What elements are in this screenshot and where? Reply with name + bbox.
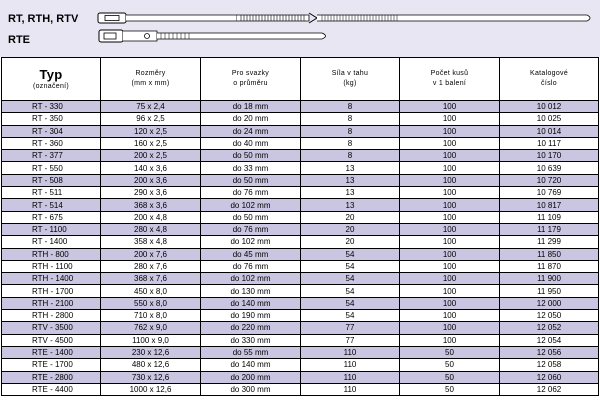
cell-pack-quantity: 100 bbox=[400, 285, 500, 297]
cell-pack-quantity: 100 bbox=[400, 150, 500, 162]
cell-catalog-number: 12 058 bbox=[500, 359, 599, 371]
cell-pack-quantity: 100 bbox=[400, 310, 500, 322]
cell-dimensions: 200 x 2,5 bbox=[101, 150, 201, 162]
cell-type: RTV - 4500 bbox=[2, 334, 101, 346]
cell-dimensions: 140 x 3,6 bbox=[101, 162, 201, 174]
cell-catalog-number: 12 056 bbox=[500, 346, 599, 358]
cell-dimensions: 368 x 3,6 bbox=[101, 199, 201, 211]
cell-pack-quantity: 50 bbox=[400, 346, 500, 358]
cell-bundle-diameter: do 102 mm bbox=[201, 236, 301, 248]
cell-type: RT - 1400 bbox=[2, 236, 101, 248]
cell-tensile-strength: 13 bbox=[301, 162, 400, 174]
header-band bbox=[0, 0, 600, 57]
cell-type: RT - 350 bbox=[2, 113, 101, 125]
cell-pack-quantity: 100 bbox=[400, 199, 500, 211]
cell-catalog-number: 11 179 bbox=[500, 223, 599, 235]
cell-tensile-strength: 54 bbox=[301, 260, 400, 272]
cell-dimensions: 762 x 9,0 bbox=[101, 322, 201, 334]
cell-pack-quantity: 100 bbox=[400, 248, 500, 260]
cell-catalog-number: 10 014 bbox=[500, 125, 599, 137]
cell-bundle-diameter: do 300 mm bbox=[201, 383, 301, 395]
cell-bundle-diameter: do 40 mm bbox=[201, 137, 301, 149]
col-header-title: Počet kusů bbox=[430, 70, 469, 77]
cell-pack-quantity: 50 bbox=[400, 359, 500, 371]
product-line-label: RT, RTH, RTV bbox=[8, 13, 79, 25]
cell-tensile-strength: 13 bbox=[301, 187, 400, 199]
table-row bbox=[2, 236, 599, 248]
col-header-type bbox=[2, 58, 101, 101]
cell-type: RT - 304 bbox=[2, 125, 101, 137]
cell-tensile-strength: 54 bbox=[301, 273, 400, 285]
cell-dimensions: 710 x 8,0 bbox=[101, 310, 201, 322]
cell-bundle-diameter: do 50 mm bbox=[201, 174, 301, 186]
cell-catalog-number: 12 050 bbox=[500, 310, 599, 322]
cell-dimensions: 200 x 3,6 bbox=[101, 174, 201, 186]
cell-type: RTE - 4400 bbox=[2, 383, 101, 395]
table-row bbox=[2, 273, 599, 285]
table-row bbox=[2, 346, 599, 358]
col-header-title: Rozměry bbox=[135, 70, 166, 77]
cell-tensile-strength: 77 bbox=[301, 322, 400, 334]
cell-tensile-strength: 8 bbox=[301, 113, 400, 125]
cell-catalog-number: 10 117 bbox=[500, 137, 599, 149]
cell-tensile-strength: 54 bbox=[301, 297, 400, 309]
cell-tensile-strength: 13 bbox=[301, 174, 400, 186]
table-row bbox=[2, 187, 599, 199]
cell-catalog-number: 11 850 bbox=[500, 248, 599, 260]
cell-dimensions: 200 x 4,8 bbox=[101, 211, 201, 223]
table-row bbox=[2, 125, 599, 137]
cell-type: RT - 377 bbox=[2, 150, 101, 162]
cell-pack-quantity: 100 bbox=[400, 223, 500, 235]
cell-tensile-strength: 54 bbox=[301, 285, 400, 297]
cell-type: RT - 508 bbox=[2, 174, 101, 186]
cell-catalog-number: 11 900 bbox=[500, 273, 599, 285]
cell-pack-quantity: 50 bbox=[400, 383, 500, 395]
cell-pack-quantity: 100 bbox=[400, 162, 500, 174]
cell-dimensions: 120 x 2,5 bbox=[101, 125, 201, 137]
cell-bundle-diameter: do 24 mm bbox=[201, 125, 301, 137]
cell-type: RT - 675 bbox=[2, 211, 101, 223]
cell-bundle-diameter: do 102 mm bbox=[201, 273, 301, 285]
cell-bundle-diameter: do 76 mm bbox=[201, 223, 301, 235]
cell-catalog-number: 11 109 bbox=[500, 211, 599, 223]
cell-type: RTH - 1700 bbox=[2, 285, 101, 297]
cell-dimensions: 730 x 12,6 bbox=[101, 371, 201, 383]
col-header-sub: v 1 balení bbox=[432, 80, 467, 87]
cell-pack-quantity: 100 bbox=[400, 322, 500, 334]
table-header-row bbox=[2, 58, 599, 101]
col-header-dimensions bbox=[101, 58, 201, 101]
cell-bundle-diameter: do 130 mm bbox=[201, 285, 301, 297]
cell-pack-quantity: 100 bbox=[400, 113, 500, 125]
col-header-title: Typ bbox=[39, 66, 63, 82]
cell-dimensions: 358 x 4,8 bbox=[101, 236, 201, 248]
cell-dimensions: 368 x 7,6 bbox=[101, 273, 201, 285]
cell-catalog-number: 12 052 bbox=[500, 322, 599, 334]
cell-catalog-number: 10 639 bbox=[500, 162, 599, 174]
cell-type: RTH - 1400 bbox=[2, 273, 101, 285]
table-row bbox=[2, 137, 599, 149]
cell-tensile-strength: 54 bbox=[301, 248, 400, 260]
table-row bbox=[2, 383, 599, 395]
table-row bbox=[2, 211, 599, 223]
cell-dimensions: 280 x 7,6 bbox=[101, 260, 201, 272]
cell-pack-quantity: 100 bbox=[400, 273, 500, 285]
cell-bundle-diameter: do 18 mm bbox=[201, 101, 301, 113]
cell-type: RTE - 1700 bbox=[2, 359, 101, 371]
cell-pack-quantity: 100 bbox=[400, 101, 500, 113]
cell-pack-quantity: 100 bbox=[400, 174, 500, 186]
cell-pack-quantity: 50 bbox=[400, 371, 500, 383]
cell-pack-quantity: 100 bbox=[400, 334, 500, 346]
cell-bundle-diameter: do 330 mm bbox=[201, 334, 301, 346]
col-header-sub: (kg) bbox=[343, 80, 357, 87]
cell-catalog-number: 11 950 bbox=[500, 285, 599, 297]
cell-type: RTE - 1400 bbox=[2, 346, 101, 358]
table-row bbox=[2, 371, 599, 383]
table-row bbox=[2, 113, 599, 125]
cell-type: RT - 514 bbox=[2, 199, 101, 211]
cell-dimensions: 160 x 2,5 bbox=[101, 137, 201, 149]
cell-tensile-strength: 8 bbox=[301, 101, 400, 113]
cell-dimensions: 96 x 2,5 bbox=[101, 113, 201, 125]
cell-tensile-strength: 110 bbox=[301, 383, 400, 395]
cell-tensile-strength: 20 bbox=[301, 236, 400, 248]
cell-type: RTH - 800 bbox=[2, 248, 101, 260]
cell-bundle-diameter: do 50 mm bbox=[201, 150, 301, 162]
cell-tensile-strength: 20 bbox=[301, 223, 400, 235]
cell-tensile-strength: 8 bbox=[301, 150, 400, 162]
table-row bbox=[2, 322, 599, 334]
cell-tensile-strength: 110 bbox=[301, 346, 400, 358]
cell-catalog-number: 10 817 bbox=[500, 199, 599, 211]
cell-catalog-number: 11 299 bbox=[500, 236, 599, 248]
cell-catalog-number: 12 000 bbox=[500, 297, 599, 309]
cell-bundle-diameter: do 102 mm bbox=[201, 199, 301, 211]
cell-pack-quantity: 100 bbox=[400, 297, 500, 309]
col-header-sub: (mm x mm) bbox=[131, 80, 170, 87]
cell-pack-quantity: 100 bbox=[400, 211, 500, 223]
cell-tensile-strength: 8 bbox=[301, 125, 400, 137]
cell-type: RT - 360 bbox=[2, 137, 101, 149]
cable-tie-icon bbox=[97, 10, 595, 26]
col-header-title: Síla v tahu bbox=[331, 70, 369, 77]
cell-bundle-diameter: do 50 mm bbox=[201, 211, 301, 223]
col-header-tensile-strength bbox=[301, 58, 400, 101]
cell-catalog-number: 11 870 bbox=[500, 260, 599, 272]
table-row bbox=[2, 310, 599, 322]
cell-tensile-strength: 8 bbox=[301, 137, 400, 149]
cell-pack-quantity: 100 bbox=[400, 125, 500, 137]
table-row bbox=[2, 248, 599, 260]
cell-tensile-strength: 54 bbox=[301, 310, 400, 322]
cell-pack-quantity: 100 bbox=[400, 236, 500, 248]
cell-dimensions: 1100 x 9,0 bbox=[101, 334, 201, 346]
cable-tie-table bbox=[1, 57, 599, 396]
cell-bundle-diameter: do 140 mm bbox=[201, 297, 301, 309]
table-row bbox=[2, 199, 599, 211]
cell-dimensions: 200 x 7,6 bbox=[101, 248, 201, 260]
table-row bbox=[2, 101, 599, 113]
col-header-pack-quantity bbox=[400, 58, 500, 101]
cell-type: RTH - 1100 bbox=[2, 260, 101, 272]
cell-pack-quantity: 100 bbox=[400, 260, 500, 272]
table-row bbox=[2, 223, 599, 235]
col-header-title: Katalogové bbox=[529, 70, 569, 77]
cell-type: RT - 511 bbox=[2, 187, 101, 199]
cell-catalog-number: 10 720 bbox=[500, 174, 599, 186]
cell-dimensions: 1000 x 12,6 bbox=[101, 383, 201, 395]
cell-bundle-diameter: do 190 mm bbox=[201, 310, 301, 322]
cell-type: RTE - 2800 bbox=[2, 371, 101, 383]
cell-type: RTV - 3500 bbox=[2, 322, 101, 334]
table-row bbox=[2, 334, 599, 346]
table-row bbox=[2, 285, 599, 297]
col-header-title: Pro svazky bbox=[231, 70, 270, 77]
cell-catalog-number: 10 769 bbox=[500, 187, 599, 199]
cell-bundle-diameter: do 140 mm bbox=[201, 359, 301, 371]
col-header-sub: (označení) bbox=[32, 82, 70, 90]
cell-tensile-strength: 110 bbox=[301, 359, 400, 371]
cell-dimensions: 550 x 8,0 bbox=[101, 297, 201, 309]
cell-catalog-number: 12 054 bbox=[500, 334, 599, 346]
cell-type: RT - 1100 bbox=[2, 223, 101, 235]
cell-dimensions: 280 x 4,8 bbox=[101, 223, 201, 235]
col-header-sub: číslo bbox=[541, 80, 557, 87]
cell-type: RTH - 2100 bbox=[2, 297, 101, 309]
cell-bundle-diameter: do 55 mm bbox=[201, 346, 301, 358]
col-header-catalog-number bbox=[500, 58, 599, 101]
cell-catalog-number: 12 060 bbox=[500, 371, 599, 383]
cell-pack-quantity: 100 bbox=[400, 137, 500, 149]
table-row bbox=[2, 359, 599, 371]
cell-dimensions: 450 x 8,0 bbox=[101, 285, 201, 297]
cell-tensile-strength: 110 bbox=[301, 371, 400, 383]
table-row bbox=[2, 260, 599, 272]
table-row bbox=[2, 297, 599, 309]
cell-type: RT - 550 bbox=[2, 162, 101, 174]
cell-bundle-diameter: do 200 mm bbox=[201, 371, 301, 383]
table-row bbox=[2, 150, 599, 162]
cell-tensile-strength: 77 bbox=[301, 334, 400, 346]
cell-pack-quantity: 100 bbox=[400, 187, 500, 199]
table-body bbox=[2, 101, 599, 396]
col-header-bundle-diameter bbox=[201, 58, 301, 101]
cell-bundle-diameter: do 20 mm bbox=[201, 113, 301, 125]
cell-bundle-diameter: do 33 mm bbox=[201, 162, 301, 174]
cell-bundle-diameter: do 76 mm bbox=[201, 260, 301, 272]
cell-catalog-number: 10 025 bbox=[500, 113, 599, 125]
cell-type: RTH - 2800 bbox=[2, 310, 101, 322]
cell-bundle-diameter: do 220 mm bbox=[201, 322, 301, 334]
cell-catalog-number: 12 062 bbox=[500, 383, 599, 395]
cell-type: RT - 330 bbox=[2, 101, 101, 113]
cell-bundle-diameter: do 45 mm bbox=[201, 248, 301, 260]
cell-dimensions: 480 x 12,6 bbox=[101, 359, 201, 371]
cell-tensile-strength: 20 bbox=[301, 211, 400, 223]
cell-bundle-diameter: do 76 mm bbox=[201, 187, 301, 199]
cell-catalog-number: 10 170 bbox=[500, 150, 599, 162]
cell-catalog-number: 10 012 bbox=[500, 101, 599, 113]
cell-dimensions: 75 x 2,4 bbox=[101, 101, 201, 113]
table-row bbox=[2, 162, 599, 174]
table-row bbox=[2, 174, 599, 186]
cable-tie-mountable-icon bbox=[97, 27, 337, 45]
cell-dimensions: 230 x 12,6 bbox=[101, 346, 201, 358]
col-header-sub: o průměru bbox=[233, 80, 268, 87]
cell-tensile-strength: 13 bbox=[301, 199, 400, 211]
cell-dimensions: 290 x 3,6 bbox=[101, 187, 201, 199]
product-line-label-rte: RTE bbox=[8, 34, 30, 46]
